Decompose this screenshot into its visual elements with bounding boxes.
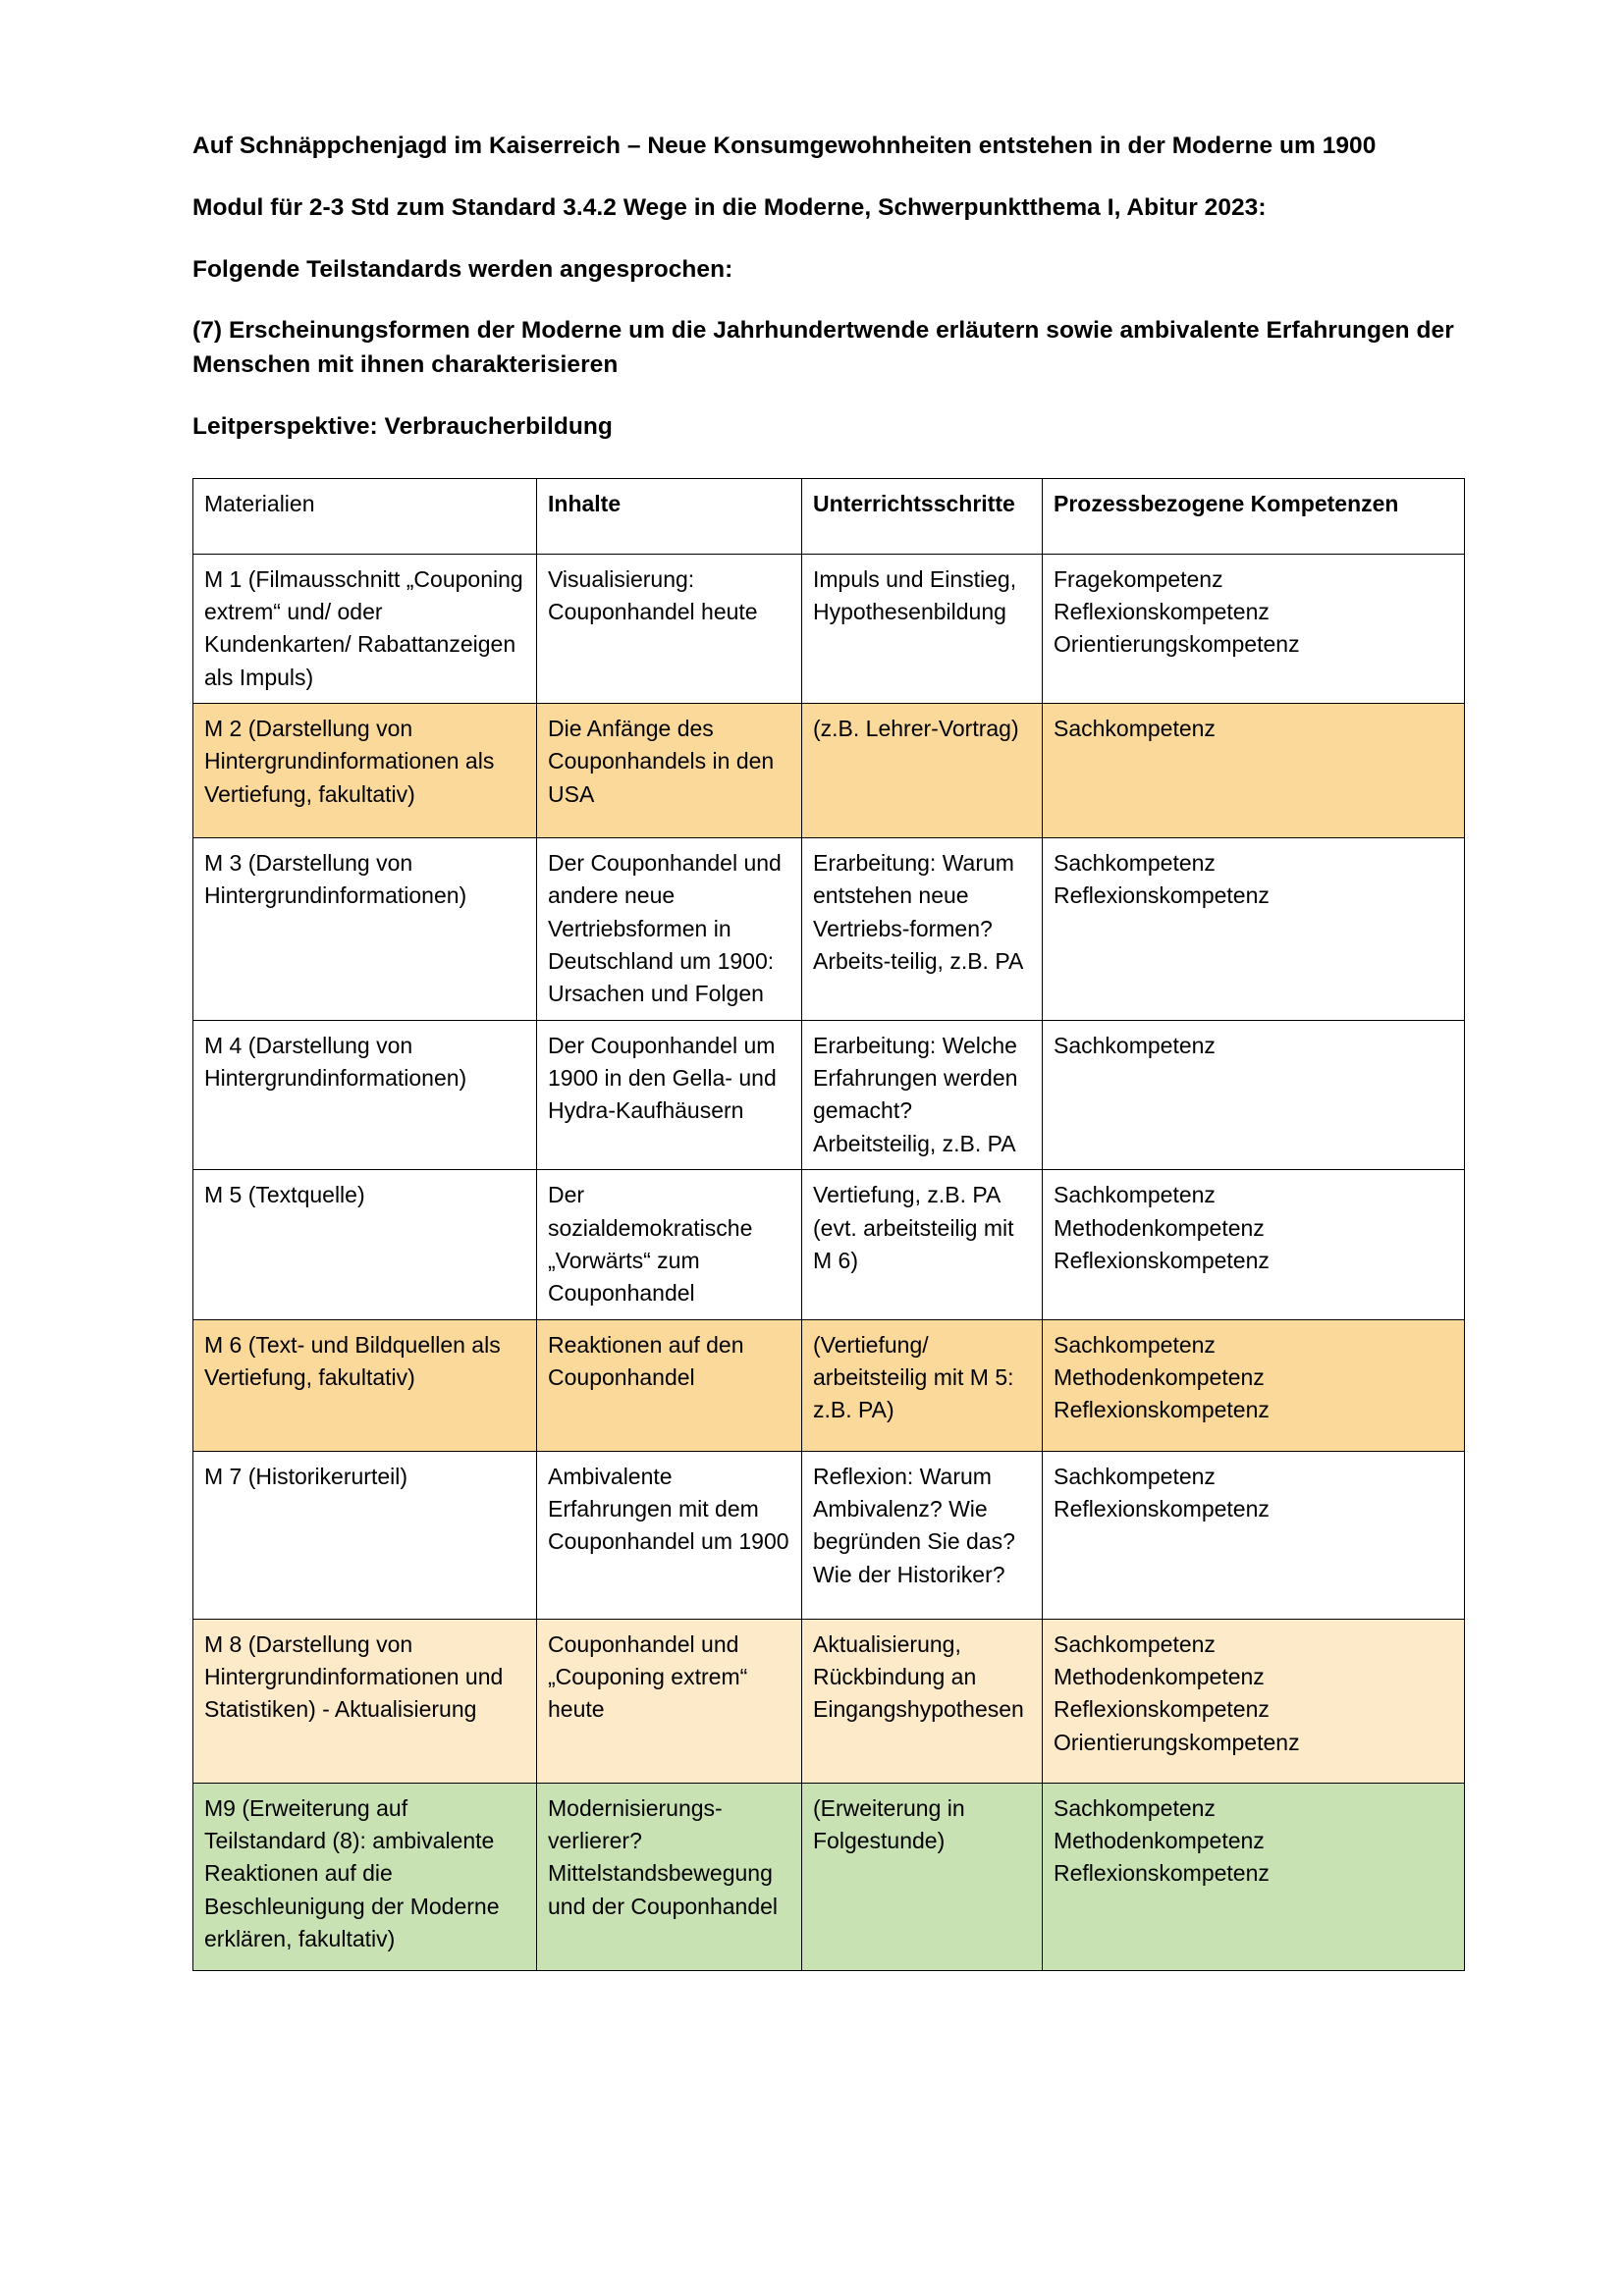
cell-materialien — [193, 1319, 537, 1451]
cell-line: Erarbeitung: Welche Erfahrungen werden gemacht? Arbeitsteilig, z.B. PA — [813, 1032, 1018, 1156]
cell-materialien — [193, 704, 537, 838]
document-title: Auf Schnäppchenjagd im Kaiserreich – Neue Konsumgewohnheiten entstehen in der Moderne um 1900 — [192, 133, 1377, 159]
cell-unterrichtsschritte — [802, 704, 1043, 838]
document-body — [192, 130, 1464, 1971]
cell-line: Methodenkompetenz — [1054, 1214, 1265, 1241]
cell-line: M 8 (Darstellung von Hintergrundinformationen und Statistiken) - Aktualisierung — [204, 1630, 504, 1723]
cell-line: Sachkompetenz — [1054, 1032, 1216, 1058]
cell-line: Der Couponhandel und andere neue Vertriebsformen in Deutschland um 1900: Ursachen und Folgen — [548, 850, 782, 1007]
cell-line: Couponhandel und „Couponing extrem“ heute — [548, 1630, 748, 1723]
table-body — [193, 554, 1465, 1970]
cell-inhalte — [537, 1020, 802, 1169]
cell-unterrichtsschritte — [802, 1783, 1043, 1970]
cell-kompetenzen — [1043, 1619, 1465, 1783]
table-row — [193, 1319, 1465, 1451]
cell-line: Vertiefung, z.B. PA (evt. arbeitsteilig mit M 6) — [813, 1182, 1014, 1273]
cell-unterrichtsschritte — [802, 554, 1043, 703]
cell-kompetenzen — [1043, 554, 1465, 703]
cell-line: M 5 (Textquelle) — [204, 1182, 365, 1208]
cell-kompetenzen — [1043, 838, 1465, 1021]
cell-line: Sachkompetenz — [1054, 1331, 1216, 1358]
cell-line: M 6 (Text- und Bildquellen als Vertiefung, fakultativ) — [204, 1331, 501, 1390]
cell-inhalte — [537, 1451, 802, 1619]
cell-line: Sachkompetenz — [1054, 1463, 1216, 1489]
cell-unterrichtsschritte — [802, 838, 1043, 1021]
cell-unterrichtsschritte — [802, 1319, 1043, 1451]
table-row — [193, 704, 1465, 838]
cell-line: Reflexion: Warum Ambivalenz? Wie begründen Sie das? Wie der Historiker? — [813, 1463, 1015, 1587]
table-row — [193, 1020, 1465, 1169]
cell-unterrichtsschritte — [802, 1170, 1043, 1319]
cell-materialien — [193, 554, 537, 703]
cell-kompetenzen — [1043, 1783, 1465, 1970]
cell-line: (Erweiterung in Folgestunde) — [813, 1794, 965, 1853]
cell-inhalte — [537, 1170, 802, 1319]
cell-line: Fragekompetenz — [1054, 565, 1223, 592]
cell-line: Impuls und Einstieg, Hypothesenbildung — [813, 565, 1017, 625]
cell-line: Aktualisierung, Rückbindung an Eingangshypothesen — [813, 1630, 1024, 1723]
lesson-plan-table — [192, 478, 1465, 1971]
cell-line: Sachkompetenz — [1054, 1794, 1216, 1821]
table-row — [193, 838, 1465, 1021]
cell-line: M9 (Erweiterung auf Teilstandard (8): ambivalente Reaktionen auf die Beschleunigung der Moderne erklären, fakultativ) — [204, 1794, 500, 1951]
cell-inhalte — [537, 704, 802, 838]
cell-materialien — [193, 1783, 537, 1970]
column-header-kompetenzen: Prozessbezogene Kompetenzen — [1043, 478, 1465, 554]
teilstandards-intro: Folgende Teilstandards werden angesprochen: — [192, 255, 733, 283]
cell-inhalte — [537, 838, 802, 1021]
cell-kompetenzen — [1043, 1170, 1465, 1319]
cell-materialien — [193, 1020, 537, 1169]
cell-materialien — [193, 1170, 537, 1319]
cell-line: Sachkompetenz — [1054, 1630, 1216, 1657]
cell-kompetenzen — [1043, 1451, 1465, 1619]
column-header-materialien: Materialien — [193, 478, 537, 554]
cell-line: (z.B. Lehrer-Vortrag) — [813, 716, 1019, 742]
teilstandard-7: (7) Erscheinungsformen der Moderne um die Jahrhundertwende erläutern sowie ambivalente Erfahrungen der Menschen mit ihnen charakterisieren — [192, 317, 1454, 379]
column-header-inhalte: Inhalte — [537, 478, 802, 554]
cell-inhalte — [537, 554, 802, 703]
cell-inhalte — [537, 1319, 802, 1451]
cell-inhalte — [537, 1783, 802, 1970]
cell-line: Erarbeitung: Warum entstehen neue Vertriebs-formen? Arbeits-teilig, z.B. PA — [813, 850, 1024, 975]
cell-line: Visualisierung: Couponhandel heute — [548, 565, 758, 625]
cell-line: Der sozialdemokratische „Vorwärts“ zum Couponhandel — [548, 1182, 753, 1307]
cell-materialien — [193, 1451, 537, 1619]
column-header-unterrichtsschritte: Unterrichtsschritte — [802, 478, 1043, 554]
cell-line: Die Anfänge des Couponhandels in den USA — [548, 716, 775, 807]
cell-unterrichtsschritte — [802, 1619, 1043, 1783]
cell-line: Der Couponhandel um 1900 in den Gella- und Hydra-Kaufhäusern — [548, 1032, 777, 1124]
cell-unterrichtsschritte — [802, 1020, 1043, 1169]
cell-line: Sachkompetenz — [1054, 1182, 1216, 1208]
cell-line: (Vertiefung/ arbeitsteilig mit M 5: z.B. PA) — [813, 1331, 1014, 1423]
cell-line: M 4 (Darstellung von Hintergrundinformationen) — [204, 1032, 467, 1092]
cell-line: Reflexionskompetenz — [1054, 1247, 1270, 1273]
table-row — [193, 554, 1465, 703]
table-row — [193, 1619, 1465, 1783]
leitperspektive: Leitperspektive: Verbraucherbildung — [192, 412, 613, 440]
cell-line: Ambivalente Erfahrungen mit dem Couponhandel um 1900 — [548, 1463, 789, 1555]
cell-line: Reflexionskompetenz — [1054, 1495, 1270, 1522]
cell-kompetenzen — [1043, 704, 1465, 838]
cell-line: Reflexionskompetenz — [1054, 882, 1270, 909]
cell-line: M 3 (Darstellung von Hintergrundinformationen) — [204, 850, 467, 909]
cell-line: Methodenkompetenz — [1054, 1363, 1265, 1390]
table-header-row — [193, 478, 1465, 554]
cell-line: Reflexionskompetenz — [1054, 1860, 1270, 1887]
cell-line: Reflexionskompetenz — [1054, 599, 1270, 625]
cell-inhalte — [537, 1619, 802, 1783]
cell-line: M 1 (Filmausschnitt „Couponing extrem“ und/ oder Kundenkarten/ Rabattanzeigen als Impuls) — [204, 565, 523, 690]
cell-line: Reflexionskompetenz — [1054, 1397, 1270, 1423]
table-row — [193, 1170, 1465, 1319]
modul-line: Modul für 2-3 Std zum Standard 3.4.2 Wege in die Moderne, Schwerpunktthema I, Abitur 2023: — [192, 193, 1267, 221]
cell-line: Orientierungskompetenz — [1054, 631, 1300, 658]
cell-line: Methodenkompetenz — [1054, 1827, 1265, 1853]
cell-line: Orientierungskompetenz — [1054, 1729, 1300, 1755]
cell-kompetenzen — [1043, 1020, 1465, 1169]
cell-line: Methodenkompetenz — [1054, 1663, 1265, 1689]
cell-materialien — [193, 838, 537, 1021]
cell-line: Modernisierungs-verlierer? Mittelstandsbewegung und der Couponhandel — [548, 1794, 779, 1919]
cell-line: Reaktionen auf den Couponhandel — [548, 1331, 744, 1390]
cell-line: Reflexionskompetenz — [1054, 1696, 1270, 1723]
cell-kompetenzen — [1043, 1319, 1465, 1451]
cell-materialien — [193, 1619, 537, 1783]
cell-line: Sachkompetenz — [1054, 716, 1216, 742]
cell-line: Sachkompetenz — [1054, 850, 1216, 877]
cell-unterrichtsschritte — [802, 1451, 1043, 1619]
table-row — [193, 1783, 1465, 1970]
table-row — [193, 1451, 1465, 1619]
cell-line: M 7 (Historikerurteil) — [204, 1463, 408, 1489]
cell-line: M 2 (Darstellung von Hintergrundinformationen als Vertiefung, fakultativ) — [204, 716, 495, 807]
